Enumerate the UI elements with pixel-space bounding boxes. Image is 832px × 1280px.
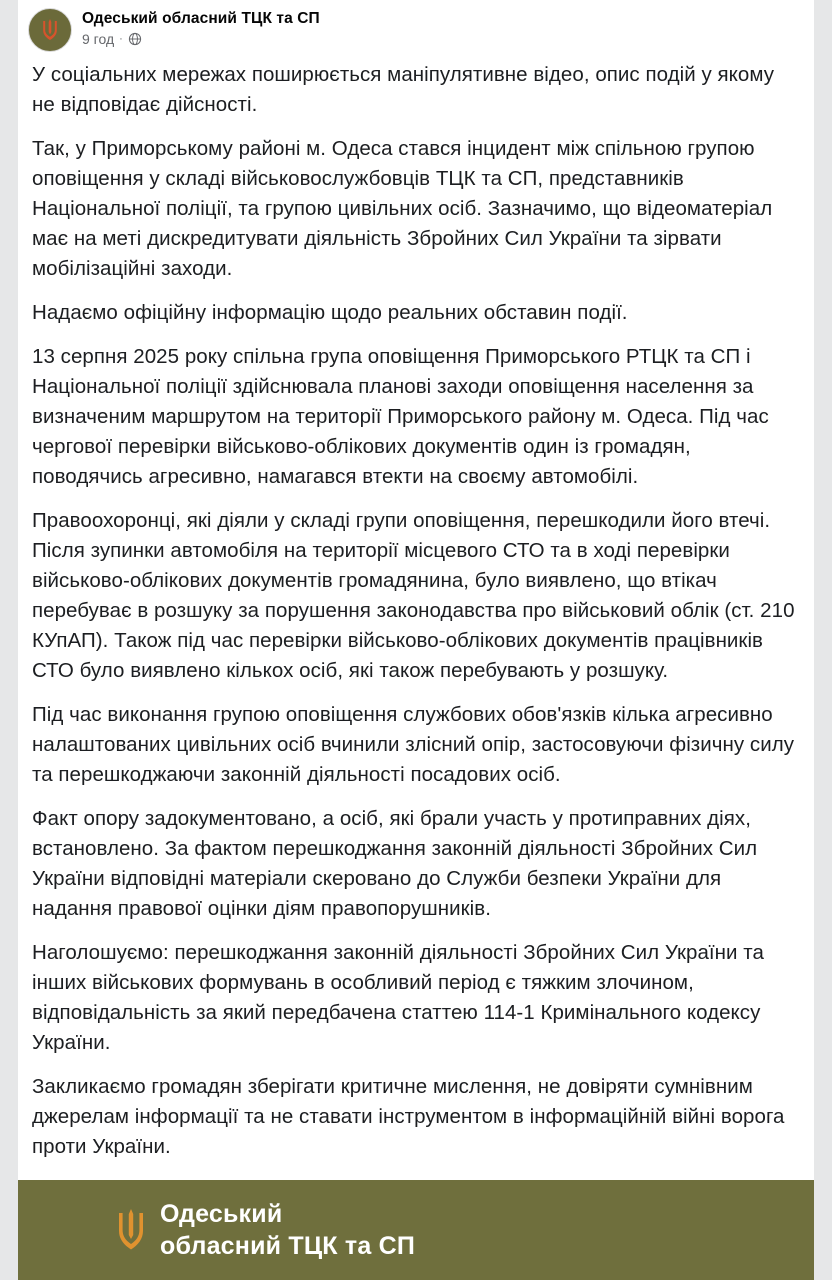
post-paragraph: У соціальних мережах поширюється маніпулятивне відео, опис подій у якому не відповідає дійсності. — [32, 63, 775, 116]
post-paragraph: Наголошуємо: перешкоджання законній діяльності Збройних Сил України та інших військових формувань в особливий період є тяжким злочином, відповідальність за який передбачена статтею 114-1 Кримінального кодексу України. — [32, 941, 764, 1054]
right-edge-gutter — [814, 0, 832, 1280]
post-paragraph: Факт опору задокументовано, а осіб, які брали участь у протиправних діях, встановлено. За фактом перешкоджання законній діяльності Збройних Сил України відповідні матеріали скеровано до Служби безпеки України для надання правової оцінки діям правопорушників. — [32, 807, 758, 920]
banner-title — [160, 1198, 415, 1262]
post-meta — [82, 31, 320, 47]
banner-title-line1: Одеський — [160, 1200, 283, 1228]
post-body — [18, 54, 814, 1180]
post-header — [18, 0, 814, 54]
post-paragraph: 13 серпня 2025 року спільна група оповіщення Приморського РТЦК та СП і Національної поліції здійснювала планові заходи оповіщення населення за визначеним маршрутом на території Приморського району м. Одеса. Під час чергової перевірки військово-облікових документів один із громадян, поводячись агресивно, намагався втекти на своєму автомобілі. — [32, 345, 769, 488]
page-name[interactable]: Одеський обласний ТЦК та СП — [82, 10, 320, 27]
post-paragraph: Закликаємо громадян зберігати критичне мислення, не довіряти сумнівним джерелам інформації та не ставати інструментом в інформаційній війні ворога проти України. — [32, 1075, 785, 1158]
social-post-card — [18, 0, 814, 1280]
post-timestamp[interactable]: 9 год — [82, 31, 115, 47]
globe-icon[interactable] — [128, 32, 142, 46]
post-paragraph: Правоохоронці, які діяли у складі групи оповіщення, перешкодили його втечі. Після зупинки автомобіля на території місцевого СТО та в ході перевірки військово-облікових документів громадянина, було виявлено, що втікач перебуває в розшуку за порушення законодавства про військовий облік (ст. 210 КУпАП). Також під час перевірки військово-облікових документів працівників СТО було виявлено кількох осіб, які також перебувають у розшуку. — [32, 509, 795, 682]
avatar[interactable] — [28, 8, 72, 52]
meta-separator: · — [119, 33, 123, 45]
post-image-banner[interactable] — [18, 1180, 814, 1280]
post-paragraph: Під час виконання групою оповіщення службових обов'язків кілька агресивно налаштованих цивільних осіб вчинили злісний опір, застосовуючи фізичну силу та перешкоджаючи законній діяльності посадових осіб. — [32, 703, 795, 786]
post-header-text — [82, 8, 320, 47]
tryzub-emblem-icon — [118, 1209, 144, 1251]
post-paragraph: Надаємо офіційну інформацію щодо реальних обставин події. — [32, 301, 628, 324]
post-paragraph: Так, у Приморському районі м. Одеса стався інцидент між спільною групою оповіщення у складі військовослужбовців ТЦК та СП, представників Національної поліції, та групою цивільних осіб. Зазначимо, що відеоматеріал має на меті дискредитувати діяльність Збройних Сил України та зірвати мобілізаційні заходи. — [32, 137, 773, 280]
banner-title-line2: обласний ТЦК та СП — [160, 1232, 416, 1260]
left-edge-gutter — [0, 0, 18, 1280]
tryzub-emblem-icon — [42, 19, 58, 41]
banner-content — [118, 1198, 415, 1262]
